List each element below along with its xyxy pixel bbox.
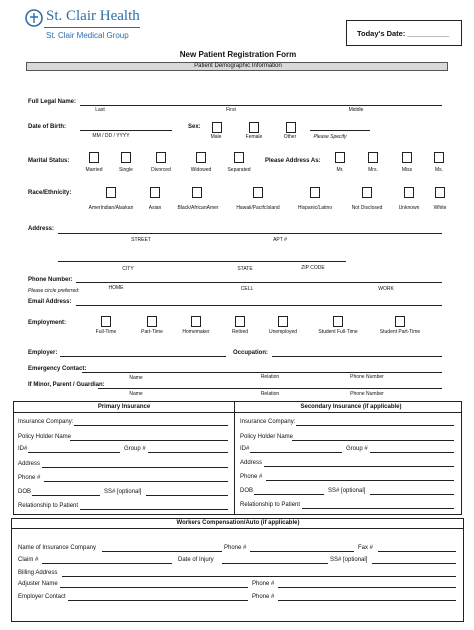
address-as-mrs-label: Mrs. [368, 167, 378, 173]
address-as-ms-label: Ms. [434, 167, 444, 173]
race-amerindian-label: AmerIndian/Alaskan [88, 205, 134, 211]
wc-billing-field[interactable] [62, 576, 456, 577]
section-bar [26, 62, 448, 71]
name-sub-middle: Middle [348, 107, 364, 113]
employer-field[interactable] [60, 356, 226, 357]
race-unknown-checkbox[interactable] [404, 187, 414, 198]
todays-date-label: Today's Date: __________ [357, 29, 450, 38]
secondary-phone-label: Phone # [240, 474, 263, 480]
address-label: Address: [28, 226, 55, 232]
primary-address-field[interactable] [42, 467, 228, 468]
employment-fulltime-label: Full-Time [95, 329, 117, 335]
marital-married-checkbox[interactable] [89, 152, 99, 163]
insurance-box [13, 401, 462, 515]
address-as-ms-checkbox[interactable] [434, 152, 444, 163]
phone-sub-cell: CELL [240, 286, 254, 292]
secondary-relationship-label: Relationship to Patient [240, 502, 301, 508]
primary-holder-field[interactable] [70, 440, 228, 441]
sex-other-label: Other [283, 134, 297, 140]
primary-id-field[interactable] [28, 452, 120, 453]
secondary-group-label: Group # [346, 446, 368, 452]
guardian-field[interactable] [98, 388, 442, 389]
wc-phone2-field[interactable] [278, 587, 456, 588]
race-unknown-label: Unknown [398, 205, 420, 211]
dob-field[interactable] [80, 130, 172, 131]
wc-claim-label: Claim # [18, 557, 39, 563]
address-as-miss-label: Miss [401, 167, 413, 173]
occupation-label: Occupation: [233, 350, 269, 356]
marital-separated-label: Separated [227, 167, 251, 173]
wc-employer-contact-field[interactable] [68, 600, 248, 601]
phone-label: Phone Number: [28, 277, 73, 283]
wc-adjuster-label: Adjuster Name [18, 581, 58, 587]
wc-name-field[interactable] [102, 551, 222, 552]
sub-brand: St. Clair Medical Group [46, 31, 129, 40]
dob-label: Date of Birth: [28, 124, 66, 130]
race-not-disclosed-checkbox[interactable] [362, 187, 372, 198]
email-label: Email Address: [28, 299, 72, 305]
primary-company-field[interactable] [74, 425, 228, 426]
employment-retired-checkbox[interactable] [235, 316, 245, 327]
phone-sub-home: HOME [108, 285, 124, 291]
race-hawaii-checkbox[interactable] [253, 187, 263, 198]
primary-relationship-label: Relationship to Patient [18, 503, 79, 509]
marital-divorced-label: Divorced [151, 167, 171, 173]
race-asian-label: Asian [148, 205, 162, 211]
phone-hint: Please circle preferred: [28, 288, 80, 294]
primary-holder-label: Policy Holder Name [18, 434, 72, 440]
race-white-checkbox[interactable] [435, 187, 445, 198]
secondary-holder-label: Policy Holder Name [240, 434, 294, 440]
secondary-company-field[interactable] [296, 425, 454, 426]
secondary-address-field[interactable] [264, 466, 454, 467]
wc-adjuster-field[interactable] [60, 587, 248, 588]
occupation-field[interactable] [272, 356, 442, 357]
employment-parttime-label: Part-Time [141, 329, 163, 335]
email-field[interactable] [76, 305, 442, 306]
primary-phone-label: Phone # [18, 475, 41, 481]
wc-phone3-label: Phone # [252, 594, 275, 600]
race-white-label: White [433, 205, 447, 211]
section-bar-label: Patient Demographic Information [194, 63, 282, 69]
wc-phone-field[interactable] [250, 551, 354, 552]
race-hispanic-checkbox[interactable] [310, 187, 320, 198]
secondary-ss-field[interactable] [370, 494, 454, 495]
phone-field[interactable] [76, 282, 442, 283]
marital-widowed-checkbox[interactable] [196, 152, 206, 163]
marital-divorced-checkbox[interactable] [156, 152, 166, 163]
address-as-mrs-checkbox[interactable] [368, 152, 378, 163]
brand-name: St. Clair Health [46, 8, 140, 24]
race-hispanic-label: Hispanic/Latino [297, 205, 333, 211]
name-sub-last: Last [95, 107, 105, 113]
sex-female-label: Female [245, 134, 263, 140]
employment-student-parttime-checkbox[interactable] [395, 316, 405, 327]
sex-other-checkbox[interactable] [286, 122, 296, 133]
guardian-sub-phone: Phone Number [350, 391, 384, 397]
wc-phone-label: Phone # [224, 545, 247, 551]
primary-group-field[interactable] [148, 452, 228, 453]
wc-claim-field[interactable] [42, 563, 172, 564]
sex-specify-label: Please Specify [313, 134, 347, 140]
logo [20, 6, 140, 48]
wc-fax-label: Fax # [358, 545, 374, 551]
address-as-mr-checkbox[interactable] [335, 152, 345, 163]
address-sub-street: STREET [131, 237, 151, 243]
employment-homemaker-label: Homemaker [182, 329, 210, 335]
employment-retired-label: Retired [231, 329, 249, 335]
full-name-label: Full Legal Name: [28, 99, 77, 105]
primary-dob-field[interactable] [32, 495, 100, 496]
wc-injury-label: Date of Injury [178, 557, 214, 563]
primary-dob-label: DOB [18, 489, 32, 495]
race-black-checkbox[interactable] [192, 187, 202, 198]
marital-widowed-label: Widowed [190, 167, 212, 173]
address-as-miss-checkbox[interactable] [402, 152, 412, 163]
wc-employer-contact-label: Employer Contact [18, 594, 66, 600]
primary-relationship-field[interactable] [80, 509, 228, 510]
employment-parttime-checkbox[interactable] [147, 316, 157, 327]
race-hawaii-label: Hawaii/PacifcIsland [236, 205, 280, 211]
primary-ss-field[interactable] [146, 495, 228, 496]
secondary-relationship-field[interactable] [302, 508, 454, 509]
secondary-company-label: Insurance Company: [240, 419, 296, 425]
employment-student-fulltime-checkbox[interactable] [333, 316, 343, 327]
workers-comp-title: Workers Compensation/Auto (if applicable) [176, 520, 300, 526]
employment-fulltime-checkbox[interactable] [101, 316, 111, 327]
secondary-id-field[interactable] [250, 452, 342, 453]
employer-label: Employer: [28, 350, 58, 356]
race-asian-checkbox[interactable] [150, 187, 160, 198]
wc-injury-field[interactable] [222, 563, 328, 564]
sex-male-checkbox[interactable] [212, 122, 222, 133]
secondary-phone-field[interactable] [266, 480, 454, 481]
marital-married-label: Married [85, 167, 103, 173]
form-title: New Patient Registration Form [179, 50, 297, 59]
emergency-sub-relation: Relation [260, 374, 280, 380]
phone-sub-work: WORK [378, 286, 394, 292]
sex-label: Sex: [188, 124, 201, 130]
full-name-field[interactable] [80, 105, 442, 106]
secondary-group-field[interactable] [370, 452, 454, 453]
employment-student-parttime-label: Student Part-Time [379, 329, 421, 335]
wc-billing-label: Billing Address [18, 570, 58, 576]
secondary-ss-label: SS# [optional] [328, 488, 366, 494]
insurance-divider [234, 402, 235, 514]
secondary-insurance-title: Secondary Insurance (if applicable) [300, 404, 402, 410]
employment-unemployed-checkbox[interactable] [278, 316, 288, 327]
employment-unemployed-label: Unemployed [268, 329, 298, 335]
dob-hint: MM / DD / YYYY [92, 133, 130, 139]
emergency-label: Emergency Contact: [28, 366, 87, 372]
marital-single-label: Single [119, 167, 133, 173]
race-black-label: Black/AfricanAmer [177, 205, 219, 211]
todays-date-box[interactable] [346, 20, 462, 46]
secondary-dob-field[interactable] [254, 494, 324, 495]
primary-id-label: ID# [18, 446, 28, 452]
address-as-label: Please Address As: [265, 158, 321, 164]
name-sub-first: First [226, 107, 236, 113]
emergency-sub-phone: Phone Number [350, 374, 384, 380]
secondary-address-label: Address [240, 460, 263, 466]
wc-ss-field[interactable] [372, 563, 456, 564]
employment-label: Employment: [28, 320, 67, 326]
race-label: Race/Ethnicity: [28, 190, 72, 196]
st-clair-logo-icon [24, 8, 44, 28]
primary-ss-label: SS# [optional] [104, 489, 142, 495]
employment-student-fulltime-label: Student Full-Time [318, 329, 358, 335]
wc-phone3-field[interactable] [278, 600, 456, 601]
primary-phone-field[interactable] [44, 481, 228, 482]
sex-male-label: Male [210, 134, 222, 140]
marital-separated-checkbox[interactable] [234, 152, 244, 163]
wc-fax-field[interactable] [378, 551, 456, 552]
address-as-mr-label: Mr. [336, 167, 344, 173]
address-sub-city: CITY [122, 266, 134, 272]
wc-name-label: Name of Insurance Company [18, 545, 97, 551]
sex-female-checkbox[interactable] [249, 122, 259, 133]
secondary-dob-label: DOB [240, 488, 254, 494]
secondary-id-label: ID# [240, 446, 250, 452]
workers-comp-box [11, 518, 464, 622]
address-sub-state: STATE [237, 266, 253, 272]
primary-company-label: Insurance Company: [18, 419, 74, 425]
employment-homemaker-checkbox[interactable] [191, 316, 201, 327]
street-field[interactable] [58, 233, 442, 234]
city-state-zip-field[interactable] [58, 261, 346, 262]
wc-phone2-label: Phone # [252, 581, 275, 587]
primary-insurance-title: Primary Insurance [97, 404, 151, 410]
race-amerindian-checkbox[interactable] [106, 187, 116, 198]
marital-single-checkbox[interactable] [121, 152, 131, 163]
marital-label: Marital Status: [28, 158, 70, 164]
guardian-sub-relation: Relation [260, 391, 280, 397]
sex-specify-field[interactable] [310, 130, 370, 131]
guardian-sub-name: Name [129, 391, 143, 397]
address-sub-zip: ZIP CODE [301, 265, 325, 271]
address-sub-apt: APT # [273, 237, 287, 243]
primary-group-label: Group # [124, 446, 146, 452]
guardian-label: If Minor, Parent / Guardian: [28, 382, 105, 388]
emergency-sub-name: Name [129, 375, 143, 381]
secondary-holder-field[interactable] [292, 440, 454, 441]
emergency-field[interactable] [82, 372, 442, 373]
primary-address-label: Address [18, 461, 41, 467]
race-not-disclosed-label: Not Disclosed [351, 205, 383, 211]
wc-ss-label: SS# [optional] [330, 557, 368, 563]
